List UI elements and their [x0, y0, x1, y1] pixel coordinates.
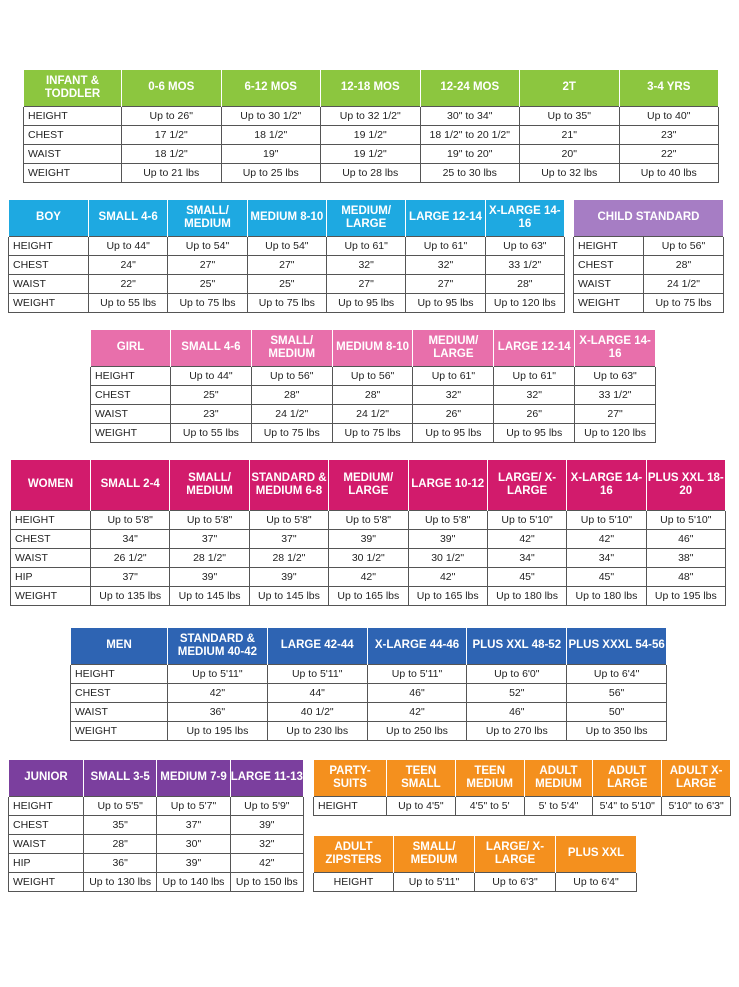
table-cell: Up to 5'10": [646, 510, 725, 529]
row-label: HIP: [11, 567, 91, 586]
table-cell: 23": [619, 125, 719, 144]
size-header: PLUS XXXL 54-56: [567, 628, 667, 664]
row-label: CHEST: [11, 529, 91, 548]
size-header: LARGE 11-13: [230, 760, 303, 796]
table-cell: Up to 95 lbs: [406, 293, 485, 312]
table-row: [91, 404, 656, 423]
table-row: [24, 125, 719, 144]
table-cell: Up to 30 1/2": [221, 106, 321, 125]
table-cell: 44": [267, 683, 367, 702]
table-cell: Up to 120 lbs: [485, 293, 564, 312]
table-cell: 36": [84, 853, 157, 872]
table-cell: 52": [467, 683, 567, 702]
table-row: [11, 510, 726, 529]
size-header: TEEN MEDIUM: [455, 760, 524, 796]
table-cell: Up to 5'8": [408, 510, 487, 529]
table-row: [9, 853, 304, 872]
table-cell: Up to 5'11": [267, 664, 367, 683]
infant-toddler-size-table: [23, 70, 719, 183]
table-cell: 25": [168, 274, 247, 293]
table-cell: 24 1/2": [251, 404, 332, 423]
table-cell: Up to 26": [122, 106, 222, 125]
table-cell: 23": [171, 404, 252, 423]
table-cell: 42": [367, 702, 467, 721]
table-cell: Up to 54": [168, 236, 247, 255]
table-cell: 25 to 30 lbs: [420, 163, 520, 182]
table-cell: 4'5" to 5': [455, 796, 524, 815]
table-cell: Up to 270 lbs: [467, 721, 567, 740]
table-cell: 39": [249, 567, 328, 586]
table-cell: Up to 61": [494, 366, 575, 385]
table-cell: Up to 75 lbs: [247, 293, 326, 312]
table-cell: 39": [329, 529, 408, 548]
size-header: 12-18 MOS: [321, 70, 421, 106]
table-cell: Up to 165 lbs: [408, 586, 487, 605]
table-cell: 42": [230, 853, 303, 872]
table-cell: 40 1/2": [267, 702, 367, 721]
table-cell: Up to 145 lbs: [170, 586, 249, 605]
row-label: WAIST: [11, 548, 91, 567]
table-cell: 32": [494, 385, 575, 404]
size-header: SMALL 4-6: [89, 200, 168, 236]
table-cell: 28": [332, 385, 413, 404]
table-cell: Up to 5'11": [168, 664, 268, 683]
table-cell: Up to 5'8": [170, 510, 249, 529]
table-cell: Up to 56": [251, 366, 332, 385]
table-row: [11, 586, 726, 605]
child-standard-size-table: [573, 200, 724, 313]
table-cell: Up to 180 lbs: [487, 586, 566, 605]
table-cell: 30 1/2": [408, 548, 487, 567]
size-header: MEDIUM/ LARGE: [326, 200, 405, 236]
size-header: SMALL 3-5: [84, 760, 157, 796]
table-cell: 28 1/2": [170, 548, 249, 567]
table-cell: 27": [247, 255, 326, 274]
row-label: HEIGHT: [574, 236, 644, 255]
table-cell: 18 1/2": [221, 125, 321, 144]
table-row: [91, 423, 656, 442]
table-cell: 17 1/2": [122, 125, 222, 144]
section-title: MEN: [71, 628, 168, 664]
section-title: PARTY-SUITS: [314, 760, 387, 796]
table-cell: Up to 6'0": [467, 664, 567, 683]
table-cell: Up to 5'11": [394, 872, 475, 891]
table-cell: 37": [157, 815, 230, 834]
row-label: WEIGHT: [71, 721, 168, 740]
row-label: CHEST: [9, 815, 84, 834]
table-row: [574, 274, 724, 293]
table-cell: Up to 145 lbs: [249, 586, 328, 605]
section-title: BOY: [9, 200, 89, 236]
table-cell: 42": [329, 567, 408, 586]
table-cell: Up to 56": [644, 236, 724, 255]
table-cell: Up to 4'5": [387, 796, 456, 815]
row-label: WAIST: [71, 702, 168, 721]
size-header: LARGE/ X-LARGE: [475, 836, 556, 872]
row-label: WEIGHT: [574, 293, 644, 312]
table-cell: 27": [168, 255, 247, 274]
table-cell: Up to 5'8": [91, 510, 170, 529]
row-label: HEIGHT: [71, 664, 168, 683]
table-cell: Up to 75 lbs: [251, 423, 332, 442]
size-header: 0-6 MOS: [122, 70, 222, 106]
size-header: 6-12 MOS: [221, 70, 321, 106]
size-header: MEDIUM 8-10: [332, 330, 413, 366]
table-cell: Up to 120 lbs: [575, 423, 656, 442]
table-cell: 46": [367, 683, 467, 702]
row-label: WEIGHT: [9, 872, 84, 891]
table-cell: Up to 5'7": [157, 796, 230, 815]
table-cell: 50": [567, 702, 667, 721]
table-cell: Up to 32 1/2": [321, 106, 421, 125]
table-cell: 25": [247, 274, 326, 293]
table-cell: 27": [326, 274, 405, 293]
table-cell: 22": [89, 274, 168, 293]
size-header: ADULT MEDIUM: [524, 760, 593, 796]
table-cell: Up to 350 lbs: [567, 721, 667, 740]
table-cell: 45": [487, 567, 566, 586]
table-cell: 37": [249, 529, 328, 548]
size-header: 3-4 YRS: [619, 70, 719, 106]
row-label: HEIGHT: [11, 510, 91, 529]
size-header: LARGE 10-12: [408, 460, 487, 510]
size-header: PLUS XXL 18-20: [646, 460, 725, 510]
row-label: WAIST: [9, 834, 84, 853]
table-cell: 34": [91, 529, 170, 548]
table-cell: Up to 130 lbs: [84, 872, 157, 891]
table-cell: Up to 56": [332, 366, 413, 385]
table-cell: 48": [646, 567, 725, 586]
row-label: CHEST: [91, 385, 171, 404]
table-cell: 56": [567, 683, 667, 702]
table-cell: Up to 5'8": [329, 510, 408, 529]
row-label: WAIST: [9, 274, 89, 293]
table-cell: Up to 150 lbs: [230, 872, 303, 891]
table-cell: 38": [646, 548, 725, 567]
table-cell: 30" to 34": [420, 106, 520, 125]
size-header: ADULT X-LARGE: [662, 760, 731, 796]
table-cell: Up to 6'4": [556, 872, 637, 891]
table-cell: 20": [520, 144, 620, 163]
size-header: MEDIUM 7-9: [157, 760, 230, 796]
table-cell: 28 1/2": [249, 548, 328, 567]
table-row: [24, 106, 719, 125]
table-cell: 26": [494, 404, 575, 423]
row-label: HEIGHT: [9, 236, 89, 255]
table-cell: 24 1/2": [644, 274, 724, 293]
table-cell: 33 1/2": [485, 255, 564, 274]
section-title: CHILD STANDARD: [574, 200, 724, 236]
size-header: SMALL 2-4: [91, 460, 170, 510]
size-header: MEDIUM 8-10: [247, 200, 326, 236]
size-header: MEDIUM/ LARGE: [413, 330, 494, 366]
table-cell: Up to 28 lbs: [321, 163, 421, 182]
size-header: MEDIUM/ LARGE: [329, 460, 408, 510]
table-cell: Up to 5'11": [367, 664, 467, 683]
table-cell: 27": [406, 274, 485, 293]
table-cell: 26": [413, 404, 494, 423]
women-size-table: [10, 460, 726, 606]
table-row: [574, 255, 724, 274]
table-cell: Up to 250 lbs: [367, 721, 467, 740]
table-cell: Up to 95 lbs: [494, 423, 575, 442]
table-cell: 32": [326, 255, 405, 274]
table-cell: 18 1/2": [122, 144, 222, 163]
table-cell: 26 1/2": [91, 548, 170, 567]
table-cell: 19" to 20": [420, 144, 520, 163]
size-header: ADULT LARGE: [593, 760, 662, 796]
table-row: [9, 834, 304, 853]
table-cell: Up to 6'4": [567, 664, 667, 683]
table-cell: 22": [619, 144, 719, 163]
row-label: HEIGHT: [24, 106, 122, 125]
table-cell: 46": [646, 529, 725, 548]
table-cell: Up to 25 lbs: [221, 163, 321, 182]
table-row: [71, 721, 667, 740]
section-title: GIRL: [91, 330, 171, 366]
table-cell: 32": [230, 834, 303, 853]
row-label: WEIGHT: [9, 293, 89, 312]
table-cell: Up to 195 lbs: [646, 586, 725, 605]
table-cell: 35": [84, 815, 157, 834]
table-cell: 34": [567, 548, 646, 567]
size-header: X-LARGE 44-46: [367, 628, 467, 664]
table-row: [9, 274, 565, 293]
table-cell: Up to 195 lbs: [168, 721, 268, 740]
row-label: CHEST: [24, 125, 122, 144]
table-row: [71, 702, 667, 721]
row-label: CHEST: [574, 255, 644, 274]
table-cell: 42": [487, 529, 566, 548]
boy-size-table: [8, 200, 565, 313]
size-header: SMALL/ MEDIUM: [251, 330, 332, 366]
table-cell: Up to 5'8": [249, 510, 328, 529]
table-cell: 46": [467, 702, 567, 721]
table-cell: Up to 21 lbs: [122, 163, 222, 182]
party-suits-size-table: [313, 760, 731, 816]
table-cell: 19": [221, 144, 321, 163]
row-label: CHEST: [71, 683, 168, 702]
size-header: 2T: [520, 70, 620, 106]
size-header: SMALL/ MEDIUM: [394, 836, 475, 872]
table-row: [314, 872, 637, 891]
size-header: 12-24 MOS: [420, 70, 520, 106]
table-cell: 32": [413, 385, 494, 404]
table-cell: 39": [230, 815, 303, 834]
table-row: [71, 683, 667, 702]
table-cell: 25": [171, 385, 252, 404]
table-cell: Up to 55 lbs: [89, 293, 168, 312]
table-cell: Up to 35": [520, 106, 620, 125]
junior-size-table: [8, 760, 304, 892]
table-cell: 28": [251, 385, 332, 404]
table-cell: Up to 63": [485, 236, 564, 255]
table-cell: Up to 5'9": [230, 796, 303, 815]
size-header: SMALL 4-6: [171, 330, 252, 366]
table-cell: Up to 5'10": [487, 510, 566, 529]
table-cell: 42": [168, 683, 268, 702]
table-row: [9, 293, 565, 312]
men-size-table: [70, 628, 667, 741]
table-cell: Up to 6'3": [475, 872, 556, 891]
size-header: TEEN SMALL: [387, 760, 456, 796]
table-cell: Up to 44": [89, 236, 168, 255]
section-title: INFANT & TODDLER: [24, 70, 122, 106]
table-cell: 33 1/2": [575, 385, 656, 404]
row-label: WAIST: [574, 274, 644, 293]
table-row: [24, 144, 719, 163]
row-label: CHEST: [9, 255, 89, 274]
adult-zipsters-size-table: [313, 836, 637, 892]
size-header: PLUS XXL: [556, 836, 637, 872]
table-cell: Up to 95 lbs: [413, 423, 494, 442]
table-cell: 24 1/2": [332, 404, 413, 423]
table-cell: Up to 140 lbs: [157, 872, 230, 891]
table-cell: 28": [644, 255, 724, 274]
table-cell: 19 1/2": [321, 125, 421, 144]
row-label: WAIST: [24, 144, 122, 163]
table-cell: Up to 5'5": [84, 796, 157, 815]
table-row: [11, 548, 726, 567]
table-row: [9, 815, 304, 834]
row-label: HEIGHT: [314, 796, 387, 815]
row-label: HEIGHT: [91, 366, 171, 385]
size-header: LARGE 12-14: [494, 330, 575, 366]
row-label: HEIGHT: [9, 796, 84, 815]
size-header: PLUS XXL 48-52: [467, 628, 567, 664]
row-label: WAIST: [91, 404, 171, 423]
table-cell: Up to 40 lbs: [619, 163, 719, 182]
table-cell: Up to 61": [326, 236, 405, 255]
table-cell: 5'4" to 5'10": [593, 796, 662, 815]
table-row: [314, 796, 731, 815]
table-cell: Up to 63": [575, 366, 656, 385]
table-cell: Up to 75 lbs: [168, 293, 247, 312]
table-row: [9, 872, 304, 891]
table-cell: 28": [485, 274, 564, 293]
size-header: LARGE/ X-LARGE: [487, 460, 566, 510]
girl-size-table: [90, 330, 656, 443]
table-row: [11, 567, 726, 586]
size-header: LARGE 42-44: [267, 628, 367, 664]
table-cell: Up to 44": [171, 366, 252, 385]
size-header: X-LARGE 14-16: [575, 330, 656, 366]
table-row: [574, 236, 724, 255]
table-row: [9, 796, 304, 815]
table-row: [574, 293, 724, 312]
table-cell: 45": [567, 567, 646, 586]
table-cell: 28": [84, 834, 157, 853]
table-row: [91, 366, 656, 385]
table-cell: Up to 40": [619, 106, 719, 125]
size-header: SMALL/ MEDIUM: [170, 460, 249, 510]
table-row: [24, 163, 719, 182]
table-cell: Up to 180 lbs: [567, 586, 646, 605]
table-cell: Up to 95 lbs: [326, 293, 405, 312]
table-cell: 37": [170, 529, 249, 548]
row-label: WEIGHT: [91, 423, 171, 442]
table-cell: 27": [575, 404, 656, 423]
table-cell: Up to 230 lbs: [267, 721, 367, 740]
table-cell: 36": [168, 702, 268, 721]
table-cell: 18 1/2" to 20 1/2": [420, 125, 520, 144]
size-header: X-LARGE 14-16: [567, 460, 646, 510]
table-row: [91, 385, 656, 404]
table-cell: 42": [408, 567, 487, 586]
table-cell: Up to 75 lbs: [332, 423, 413, 442]
row-label: HEIGHT: [314, 872, 394, 891]
size-header: STANDARD & MEDIUM 6-8: [249, 460, 328, 510]
row-label: HIP: [9, 853, 84, 872]
table-cell: 42": [567, 529, 646, 548]
table-cell: Up to 32 lbs: [520, 163, 620, 182]
table-row: [9, 255, 565, 274]
table-cell: 32": [406, 255, 485, 274]
row-label: WEIGHT: [24, 163, 122, 182]
table-cell: 34": [487, 548, 566, 567]
table-cell: 39": [170, 567, 249, 586]
table-cell: 37": [91, 567, 170, 586]
table-cell: 30": [157, 834, 230, 853]
size-header: STANDARD & MEDIUM 40-42: [168, 628, 268, 664]
table-cell: 21": [520, 125, 620, 144]
table-cell: 5' to 5'4": [524, 796, 593, 815]
size-header: X-LARGE 14-16: [485, 200, 564, 236]
section-title: ADULT ZIPSTERS: [314, 836, 394, 872]
table-cell: Up to 165 lbs: [329, 586, 408, 605]
table-cell: Up to 54": [247, 236, 326, 255]
table-cell: 19 1/2": [321, 144, 421, 163]
table-cell: Up to 5'10": [567, 510, 646, 529]
table-cell: 24": [89, 255, 168, 274]
table-cell: Up to 55 lbs: [171, 423, 252, 442]
table-cell: Up to 61": [406, 236, 485, 255]
size-header: LARGE 12-14: [406, 200, 485, 236]
table-cell: Up to 61": [413, 366, 494, 385]
table-cell: 5'10" to 6'3": [662, 796, 731, 815]
table-row: [11, 529, 726, 548]
table-cell: Up to 135 lbs: [91, 586, 170, 605]
table-cell: Up to 75 lbs: [644, 293, 724, 312]
section-title: WOMEN: [11, 460, 91, 510]
table-row: [71, 664, 667, 683]
section-title: JUNIOR: [9, 760, 84, 796]
table-cell: 39": [408, 529, 487, 548]
table-cell: 39": [157, 853, 230, 872]
row-label: WEIGHT: [11, 586, 91, 605]
size-header: SMALL/ MEDIUM: [168, 200, 247, 236]
table-cell: 30 1/2": [329, 548, 408, 567]
table-row: [9, 236, 565, 255]
